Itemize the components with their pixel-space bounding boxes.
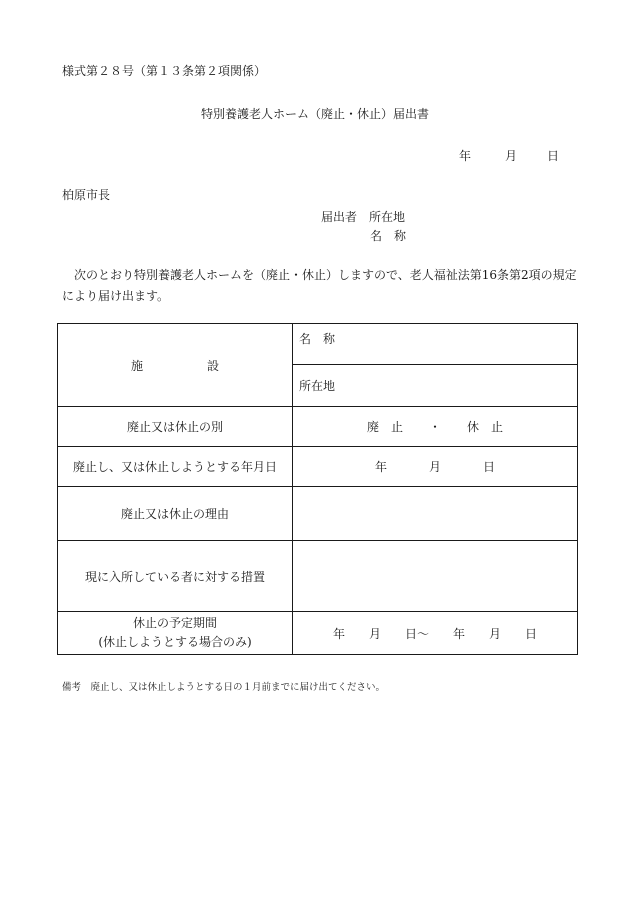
body-text: 次のとおり特別養護老人ホームを（廃止・休止）しますので、老人福祉法第16条第2項の規定により届け出ます。 [62,268,577,303]
reason-row [58,487,578,541]
filer-name-label: 名 称 [370,229,407,243]
filer-address-label: 所在地 [369,210,406,224]
period-value-cell[interactable] [293,612,578,655]
type-row [58,407,578,447]
period-label-line1: 休止の予定期間 [132,616,217,630]
facility-label-cell [58,324,293,407]
notification-table [57,323,578,655]
facility-address-label: 所在地 [299,379,336,393]
period-start-year: 年 [332,626,345,641]
type-value-cell[interactable] [293,407,578,447]
facility-name-row [58,324,578,365]
facility-address-cell[interactable] [293,365,578,407]
type-separator: ・ [428,420,441,434]
period-label-line2: (休止しようとする場合のみ) [98,635,252,649]
date-year: 年 [374,460,387,474]
date-label: 廃止し、又は休止しようとする年月日 [58,447,293,487]
type-option-abolish: 廃 止 [366,420,403,434]
period-end-year: 年 [453,626,466,641]
date-year-label: 年 [458,149,471,163]
period-end-month: 月 [489,626,502,641]
type-label: 廃止又は休止の別 [58,407,293,447]
filer-block [321,208,406,246]
addressee: 柏原市長 [62,188,111,202]
remarks-note: 備考 廃止し、又は休止しようとする日の１月前までに届け出てください。 [62,682,386,693]
document-title: 特別養護老人ホーム（廃止・休止）届出書 [200,107,429,121]
facility-name-cell[interactable] [293,324,578,365]
measures-row [58,541,578,612]
filer-label: 届出者 [321,210,358,224]
period-start-day: 日～ [404,626,429,641]
date-day: 日 [483,460,496,474]
facility-name-label: 名 称 [299,332,336,346]
date-day-label: 日 [546,149,559,163]
submission-date [459,147,559,164]
reason-label: 廃止又は休止の理由 [58,487,293,541]
date-month: 月 [428,460,441,474]
facility-label-b: 設 [207,358,220,373]
period-start-month: 月 [368,626,381,641]
date-value-cell[interactable] [293,447,578,487]
reason-value-cell[interactable] [293,487,578,541]
filer-address-row [321,208,406,227]
period-end-day: 日 [525,626,538,641]
period-row [58,612,578,655]
period-label-cell [58,612,293,655]
measures-value-cell[interactable] [293,541,578,612]
date-month-label: 月 [504,149,517,163]
form-number: 様式第２８号（第１３条第２項関係） [62,64,267,78]
measures-label: 現に入所している者に対する措置 [58,541,293,612]
type-option-suspend: 休 止 [467,420,504,434]
facility-label-a: 施 [130,358,143,373]
date-row [58,447,578,487]
